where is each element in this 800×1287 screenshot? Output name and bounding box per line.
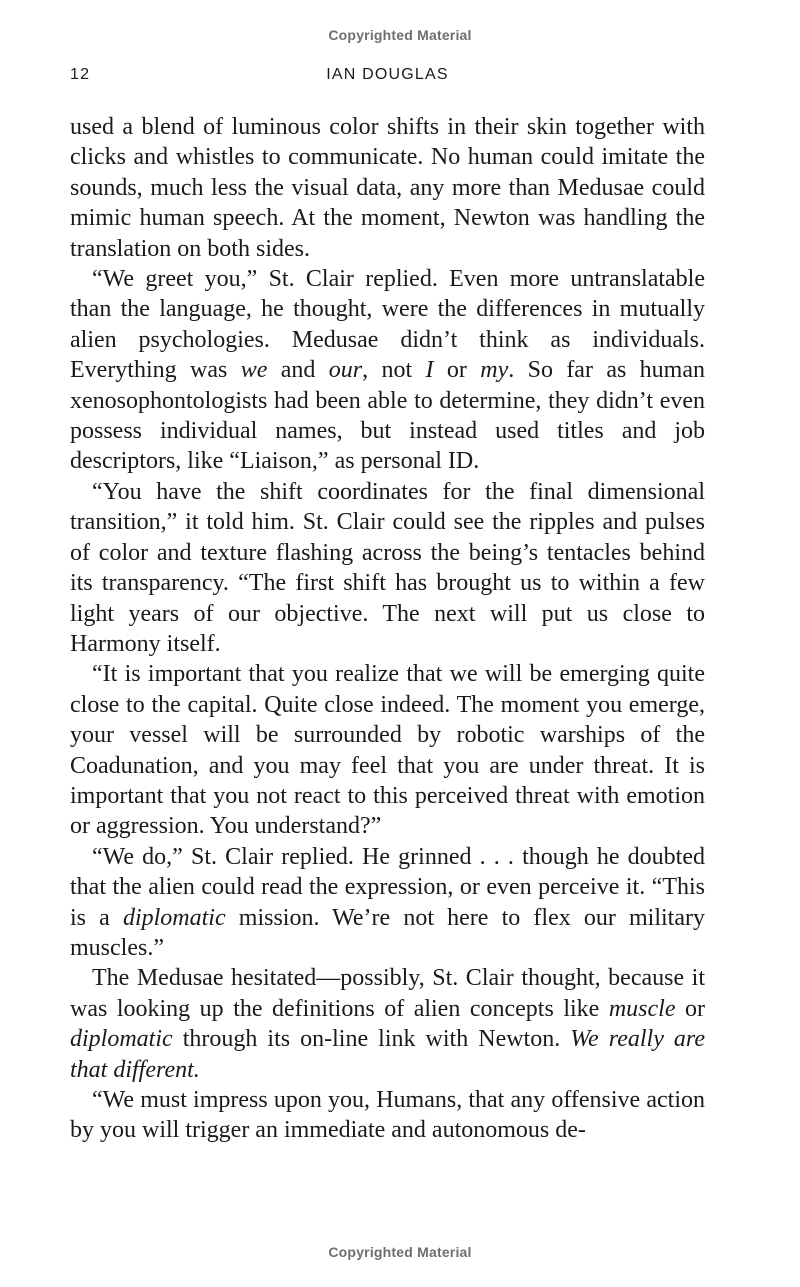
text-run: or [433, 357, 481, 384]
page-number: 12 [70, 66, 91, 83]
text-run: through its on-line link with Newton. [172, 1026, 571, 1053]
copyright-watermark-bottom: Copyrighted Material [328, 1244, 472, 1260]
italic-text: I [425, 357, 434, 384]
text-run: “We must impress upon you, Humans, that any offensive action by you will trigger an immediate and autonomous de- [70, 1087, 705, 1144]
italic-text: We really are that different. [70, 1026, 705, 1083]
text-run: “It is important that you realize that we will be emerging quite close to the capital. Quite close indeed. The moment you emerge, your vessel will be surrounded by robotic warships of the Coadunation, and you may feel that you are under threat. It is important that you not react to this perceived threat with emotion or aggression. You understand?” [70, 661, 705, 840]
paragraph [70, 659, 705, 841]
paragraph [70, 963, 705, 1085]
text-run: “You have the shift coordinates for the final dimensional transition,” it told him. St. Clair could see the ripples and pulses of color and texture flashing across the being’s tentacles behind its transparency. “The first shift has brought us to within a few light years of our objective. The next will put us close to Harmony itself. [70, 478, 705, 657]
text-run: “We do,” St. Clair replied. He grinned . . . though he doubted that the alien could read the expression, or even perceive it. “This is a [70, 843, 705, 931]
italic-text: muscle [608, 995, 676, 1022]
text-run: and [267, 357, 329, 384]
running-header [70, 66, 705, 88]
paragraph [70, 264, 705, 477]
italic-text: diplomatic [70, 1026, 173, 1053]
text-run: “We greet you,” St. Clair replied. Even more untranslatable than the language, he thought, were the differences in mutually alien psychologies. Medusae didn’t think as individuals. Everything was [70, 266, 705, 384]
paragraph [70, 477, 705, 659]
italic-text: our [328, 357, 363, 384]
body-text [70, 112, 705, 1146]
italic-text: diplomatic [122, 904, 226, 931]
copyright-watermark-top: Copyrighted Material [328, 27, 472, 43]
paragraph [70, 842, 705, 964]
paragraph [70, 112, 705, 264]
text-run: mission. We’re not here to flex our military muscles.” [70, 904, 705, 961]
text-run: used a blend of luminous color shifts in their skin together with clicks and whistles to communicate. No human could imitate the sounds, much less the visual data, any more than Medusae could mimic human speech. At the moment, Newton was handling the translation on both sides. [70, 114, 705, 262]
text-run: The Medusae hesitated—possibly, St. Clair thought, because it was looking up the definitions of alien concepts like [70, 965, 705, 1022]
italic-text: we [240, 357, 268, 384]
author-header: IAN DOUGLAS [326, 66, 449, 83]
paragraph [70, 1085, 705, 1146]
italic-text: my [480, 357, 509, 384]
text-run: , not [362, 357, 426, 384]
text-run: or [675, 995, 705, 1022]
text-run: . So far as human xenosophontologists had been able to determine, they didn’t even possess individual names, but instead used titles and job descriptors, like “Liaison,” as personal ID. [70, 357, 705, 475]
